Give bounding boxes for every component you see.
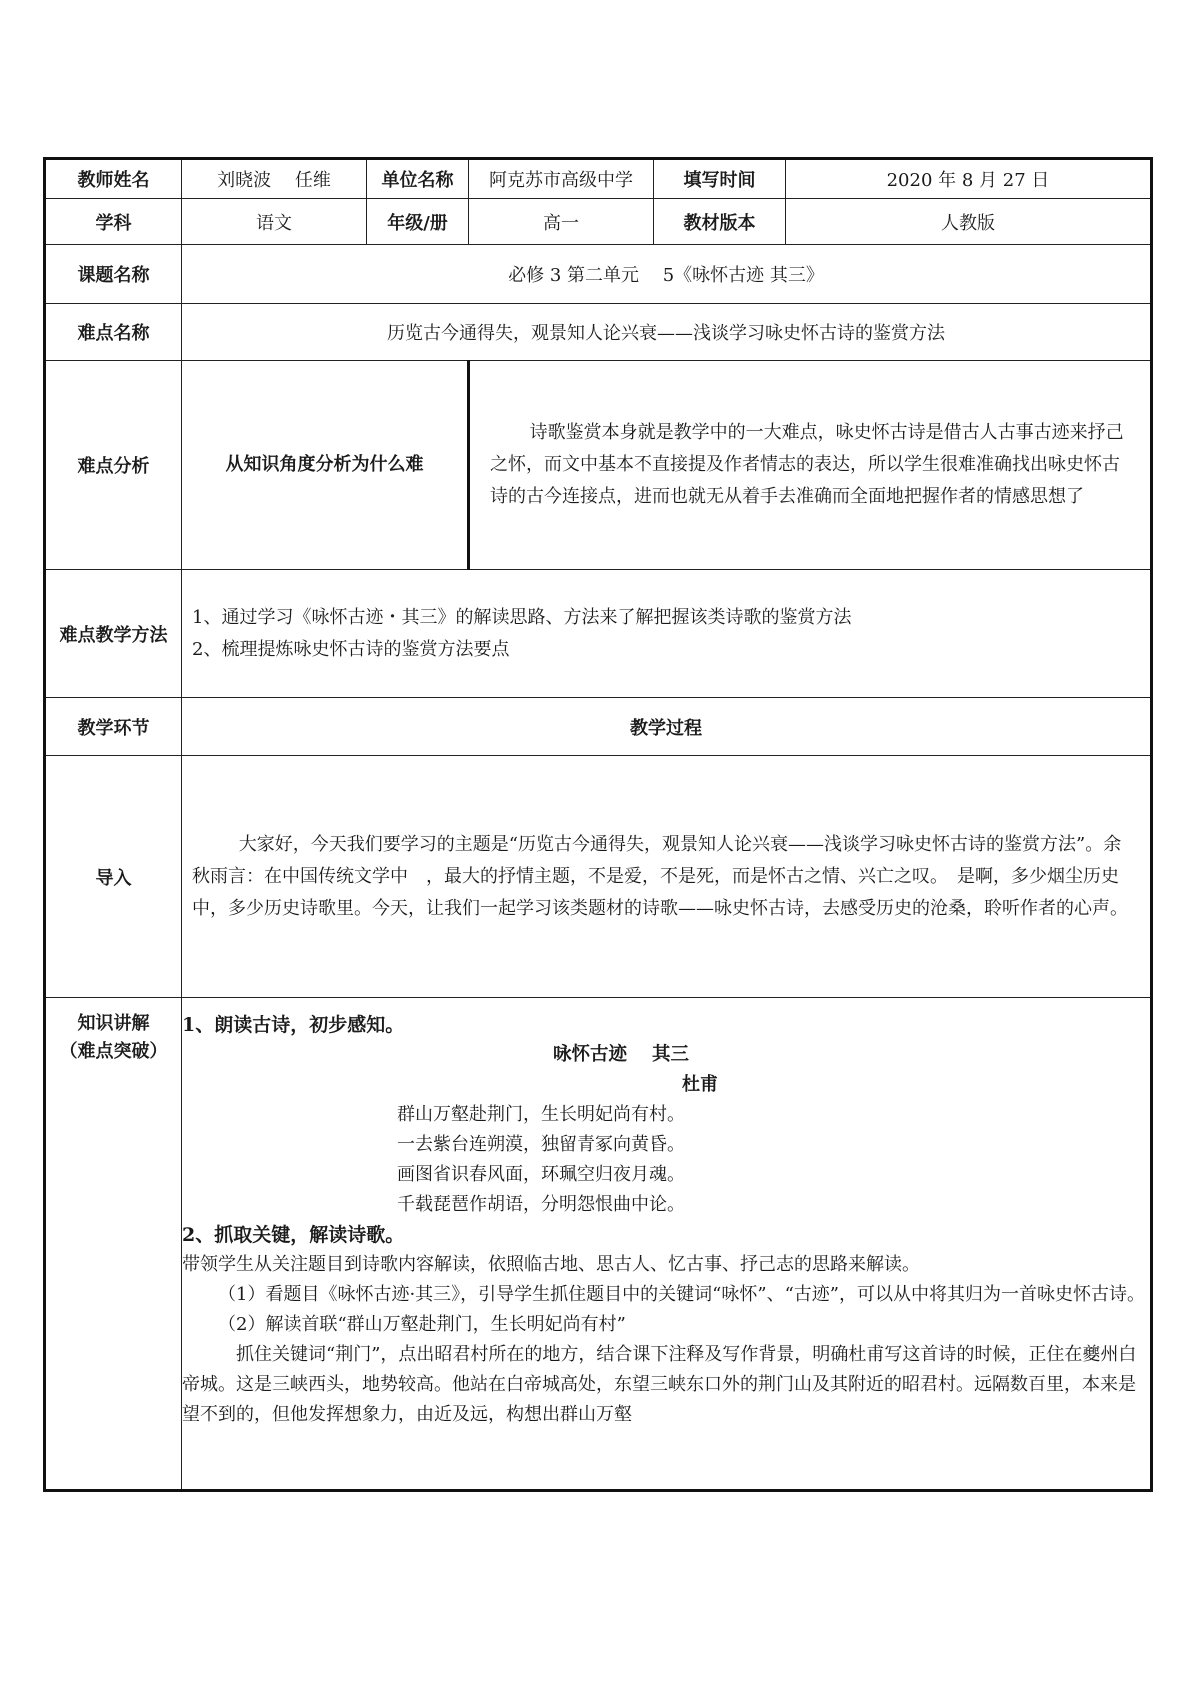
methods-label: 难点教学方法 [45,570,182,698]
poem-line: 千载琵琶作胡语，分明怨恨曲中论。 [397,1194,685,1215]
process-label: 教学环节 [45,698,182,756]
intro-text: 大家好，今天我们要学习的主题是“历览古今通得失，观景知人论兴衰——浅谈学习咏史怀古诗的鉴赏方法”。余秋雨言：在中国传统文学中 ，最大的抒情主题，不是爱，不是死，而是怀古之情、兴亡之叹。 是啊，多少烟尘历史中，多少历史诗歌里。今天，让我们一起学习该类题材的诗歌——咏史怀古诗，去感受历史的沧桑，聆听作者的心声。 [192,833,1128,919]
topic-label: 课题名称 [45,245,182,304]
knowledge-label-line1: 知识讲解 [77,1013,150,1034]
difficulty-label: 难点名称 [45,304,182,361]
poem-line: 群山万壑赴荆门，生长明妃尚有村。 [397,1104,685,1125]
unit-label: 单位名称 [367,159,469,199]
intro-label: 导入 [45,756,182,998]
analysis-sub-label: 从知识角度分析为什么难 [182,361,469,570]
topic-value: 必修 3 第二单元 5《咏怀古迹 其三》 [182,245,1152,304]
row-teacher [45,159,1152,199]
date-label: 填写时间 [654,159,786,199]
poem-author: 杜甫 [682,1074,718,1095]
edition-label: 教材版本 [654,199,786,245]
row-knowledge [45,998,1152,1491]
unit-value: 阿克苏市高级中学 [469,159,654,199]
knowledge-label [45,998,182,1491]
row-process-header [45,698,1152,756]
row-analysis [45,361,1152,570]
subject-label: 学科 [45,199,182,245]
edition-value: 人教版 [786,199,1152,245]
row-subject [45,199,1152,245]
knowledge-paragraph: （1）看题目《咏怀古迹·其三》，引导学生抓住题目中的关键词“咏怀”、“古迹”，可以从中将其归为一首咏史怀古诗。 [218,1284,1145,1305]
analysis-label: 难点分析 [45,361,182,570]
lesson-plan-table [43,157,1153,1492]
step2-heading: 2、抓取关键，解读诗歌。 [182,1224,405,1246]
methods-cell [182,570,1152,698]
lesson-plan-page [43,157,1150,1492]
poem-line: 画图省识春风面，环珮空归夜月魂。 [397,1164,685,1185]
knowledge-paragraph: 带领学生从关注题目到诗歌内容解读，依照临古地、思古人、忆古事、抒己志的思路来解读。 [182,1254,920,1275]
process-title: 教学过程 [182,698,1152,756]
knowledge-paragraph: 抓住关键词“荆门”，点出昭君村所在的地方，结合课下注释及写作背景，明确杜甫写这首诗的时候，正住在夔州白帝城。这是三峡西头，地势较高。他站在白帝城高处，东望三峡东口外的荆门山及其附近的昭君村。远隔数百里，本来是望不到的，但他发挥想象力，由近及远，构想出群山万壑 [182,1344,1137,1425]
method-item: 1、通过学习《咏怀古迹・其三》的解读思路、方法来了解把握该类诗歌的鉴赏方法 [192,606,852,628]
analysis-cell [469,361,1152,570]
row-methods [45,570,1152,698]
row-difficulty [45,304,1152,361]
analysis-text: 诗歌鉴赏本身就是教学中的一大难点，咏史怀古诗是借古人古事古迹来抒己之怀，而文中基本不直接提及作者情志的表达，所以学生很难准确找出咏史怀古诗的古今连接点，进而也就无从着手去准确而全面地把握作者的情感思想了 [490,422,1124,507]
step1-heading: 1、朗读古诗，初步感知。 [182,1014,405,1036]
subject-value: 语文 [182,199,367,245]
poem-title: 咏怀古迹 其三 [553,1044,689,1065]
grade-label: 年级/册 [367,199,469,245]
knowledge-label-line2: （难点突破） [59,1041,168,1062]
knowledge-cell [182,998,1152,1491]
row-topic [45,245,1152,304]
method-item: 2、梳理提炼咏史怀古诗的鉴赏方法要点 [192,638,510,660]
row-intro [45,756,1152,998]
poem-line: 一去紫台连朔漠，独留青冢向黄昏。 [397,1134,685,1155]
teacher-value: 刘晓波 任维 [182,159,367,199]
difficulty-value: 历览古今通得失，观景知人论兴衰——浅谈学习咏史怀古诗的鉴赏方法 [182,304,1152,361]
knowledge-paragraph: （2）解读首联“群山万壑赴荆门，生长明妃尚有村” [218,1314,626,1335]
teacher-label: 教师姓名 [45,159,182,199]
date-value: 2020 年 8 月 27 日 [786,159,1152,199]
intro-cell [182,756,1152,998]
grade-value: 高一 [469,199,654,245]
